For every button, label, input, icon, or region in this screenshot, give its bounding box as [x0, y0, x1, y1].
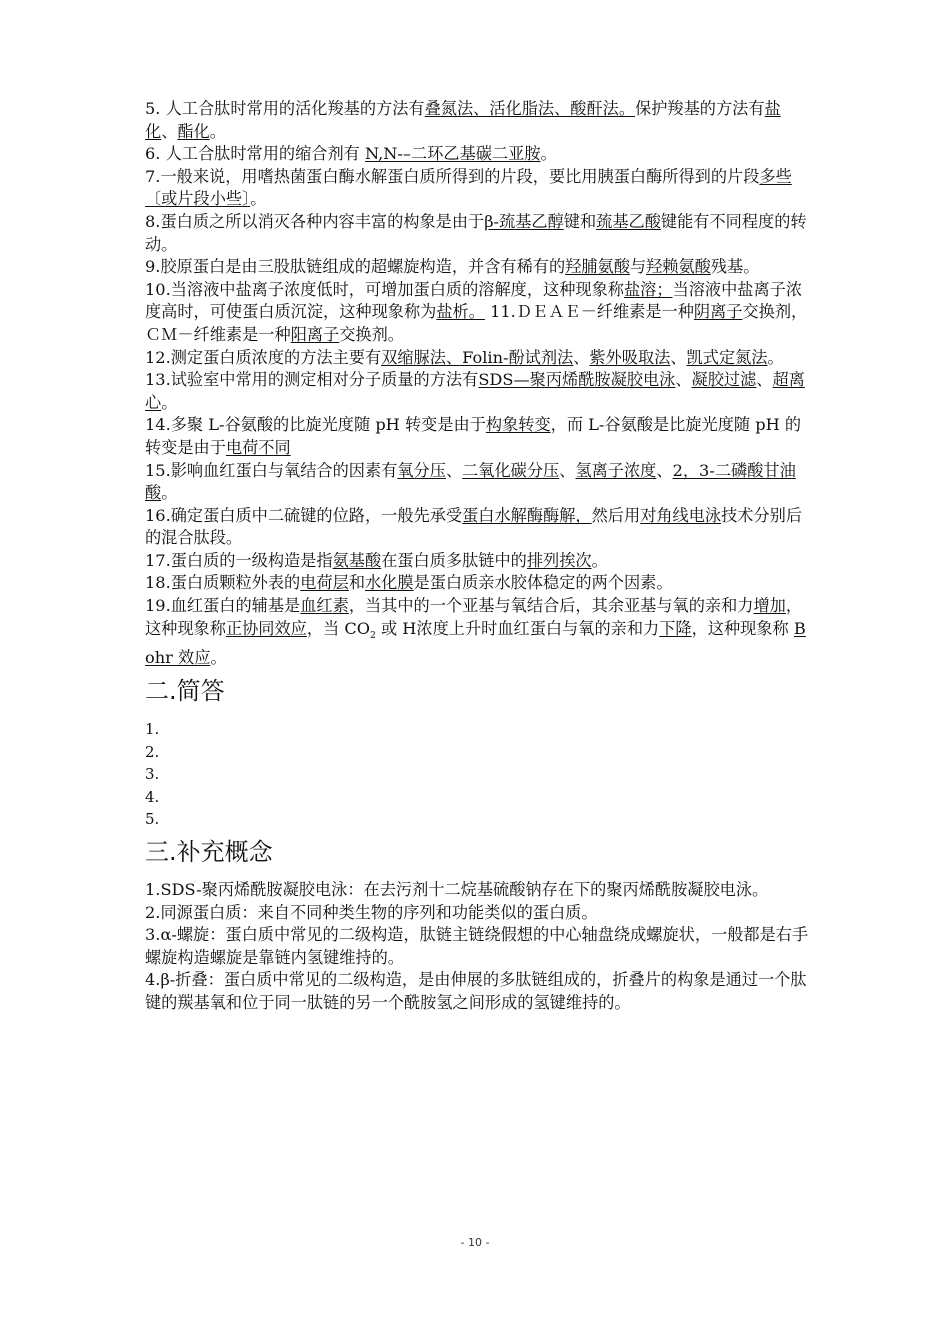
text: 保护羧基的方法有 — [635, 99, 765, 118]
question-9 — [145, 256, 813, 279]
answer: 紫外吸取法 — [589, 347, 671, 367]
text: 交换剂，ＣＭ－纤维素是一种 — [145, 302, 808, 344]
text: 。 — [209, 121, 226, 141]
answer: 羟脯氨酸 — [565, 257, 630, 277]
text: 7.一般来说，用嗜热菌蛋白酶水解蛋白质所得到的片段，要比用胰蛋白酶所得到的片段 — [145, 166, 760, 186]
answer: 凯式定氮法 — [686, 347, 768, 367]
question-6 — [145, 143, 813, 166]
text: 。 — [540, 144, 557, 164]
text: 16.确定蛋白质中二硫键的位路，一般先承受 — [145, 505, 463, 525]
subscript: 2 — [370, 630, 376, 641]
text: 当溶液中盐离子浓度高时，可使蛋白质沉淀，这种现象称为 — [145, 279, 803, 322]
answer: 氧分压 — [397, 460, 446, 480]
text: 与 — [629, 257, 647, 277]
page-number: - 10 - — [460, 1236, 490, 1249]
answer: 正协同效应 — [225, 618, 307, 638]
answer: 阳离子 — [290, 324, 340, 344]
answer: 双缩脲法、Folin-酚试剂法 — [381, 347, 574, 367]
answer: 血红素 — [300, 596, 349, 616]
section-3-heading: 三.补充概念 — [145, 838, 273, 867]
concept-entry: 2.同源蛋白质：来自不同种类生物的序列和功能类似的蛋白质。 — [145, 902, 598, 922]
text: 9.胶原蛋白是由三股肽链组成的超螺旋构造，并含有稀有的 — [145, 257, 566, 277]
list-item: 3. — [145, 765, 160, 784]
answer: Bohr 效应 — [145, 618, 806, 668]
answer: 对角线电泳 — [640, 505, 722, 525]
text: 、 — [161, 121, 178, 141]
question-7 — [145, 166, 813, 211]
answer: 增加 — [753, 596, 786, 616]
answer: 超离心 — [145, 370, 805, 412]
text: 然后用 — [591, 505, 641, 525]
question-14 — [145, 414, 813, 459]
text: 12.测定蛋白质浓度的方法主要有 — [145, 347, 382, 367]
answer: 阴离子 — [693, 302, 743, 322]
answer: 电荷层 — [300, 573, 349, 593]
answer: 酯化 — [177, 121, 210, 141]
text: ，当其中的一个亚基与氧结合后，其余亚基与氧的亲和力 — [348, 596, 754, 616]
answer: 氨基酸 — [332, 550, 382, 570]
concept-entry: 3.α-螺旋：蛋白质中常见的二级构造，肽链主链绕假想的中心轴盘绕成螺旋状，一般都是右手螺旋构造螺旋是靠链内氢键维持的。 — [145, 925, 809, 967]
answer: 巯基乙酸 — [596, 211, 661, 231]
list-item: 2. — [145, 742, 160, 761]
question-15 — [145, 460, 813, 505]
document-body — [145, 98, 813, 1015]
answer: 二氧化碳分压 — [462, 460, 560, 480]
text: 、 — [573, 347, 590, 367]
answer: 排列挨次 — [526, 550, 592, 570]
question-18 — [145, 572, 813, 595]
question-19 — [145, 595, 813, 670]
answer: 构象转变 — [485, 415, 551, 435]
answer: 盐化 — [145, 99, 781, 141]
text: 8.蛋白质之所以消灭各种内容丰富的构象是由于 — [145, 211, 485, 231]
text: 技术分别后的混合肽段。 — [145, 505, 803, 548]
text: 6. 人工合肽时常用的缩合剂有 — [145, 144, 365, 164]
text: 19.血红蛋白的辅基是 — [145, 596, 301, 616]
answer: SDS—聚丙烯酰胺凝胶电泳 — [478, 370, 676, 390]
text: 13.试验室中常用的测定相对分子质量的方法有 — [145, 370, 479, 390]
answer: 叠氮法、活化脂法、酸酐法。 — [424, 99, 636, 118]
answer: 电荷不同 — [225, 437, 291, 457]
text: 10.当溶液中盐离子浓度低时，可增加蛋白质的溶解度，这种现象称 — [145, 279, 624, 299]
concept-entry: 4.β-折叠：蛋白质中常见的二级构造，是由伸展的多肽链组成的，折叠片的构象是通过一个肽键的羰基氧和位于同一肽链的另一个酰胺氢之间形成的氢键维持的。 — [145, 970, 807, 1013]
text: 。 — [161, 392, 178, 412]
answer: N,N-–二环乙基碳二亚胺 — [365, 144, 541, 164]
text: ，这种现象称 — [691, 618, 794, 638]
list-item: 5. — [145, 810, 160, 829]
section-2-list — [145, 718, 813, 831]
text: 键能有不同程度的转动。 — [145, 211, 807, 254]
question-10-11 — [145, 279, 813, 347]
question-12 — [145, 347, 813, 370]
text: 。 — [767, 347, 784, 367]
text: 11.ＤＥＡＥ－纤维素是一种 — [484, 302, 694, 322]
answer: 蛋白水解酶酶解， — [462, 505, 592, 525]
text: ，当 CO — [306, 618, 371, 638]
answer: 羟赖氨酸 — [646, 257, 711, 277]
text: 、 — [675, 370, 692, 390]
section-2-heading: 二.简答 — [145, 677, 225, 706]
text: 14.多聚 L-谷氨酸的比旋光度随 pH 转变是由于 — [145, 415, 486, 435]
text: 、 — [559, 460, 576, 480]
text: 和 — [348, 573, 365, 593]
text: 17.蛋白质的一级构造是指 — [145, 550, 333, 570]
list-item: 4. — [145, 787, 160, 806]
text: 键和 — [563, 211, 597, 231]
question-13 — [145, 369, 813, 414]
question-16 — [145, 505, 813, 550]
text: 5. 人工合肽时常用的活化羧基的方法有 — [145, 99, 425, 118]
text: 。 — [210, 648, 227, 668]
text: 、 — [670, 347, 687, 367]
text: 交换剂。 — [339, 324, 404, 344]
text: 、 — [656, 460, 673, 480]
text: ，这种现象称 — [145, 596, 803, 638]
text: 残基。 — [710, 257, 760, 277]
answer: 水化膜 — [365, 573, 414, 593]
answer: 多些〔或片段小些〕 — [145, 166, 792, 209]
text: 15.影响血红蛋白与氧结合的因素有 — [145, 460, 398, 480]
concept-entry: 1.SDS-聚丙烯酰胺凝胶电泳：在去污剂十二烷基硫酸钠存在下的聚丙烯酰胺凝胶电泳。 — [145, 880, 769, 900]
text: ，而 L-谷氨酸是比旋光度随 pH 的转变是由于 — [145, 415, 802, 457]
answer: 2，3-二磷酸甘油酸 — [145, 460, 796, 503]
list-item: 1. — [145, 720, 160, 739]
question-8 — [145, 211, 813, 256]
text: 在蛋白质多肽链中的 — [381, 550, 527, 570]
text: 。 — [250, 189, 267, 209]
answer: 凝胶过滤 — [691, 370, 757, 390]
answer: 盐析。 — [436, 302, 485, 322]
answer: β-巯基乙醇 — [484, 211, 564, 231]
text: 、 — [756, 370, 773, 390]
text: 是蛋白质亲水胶体稳定的两个因素。 — [413, 573, 673, 593]
answer: 盐溶； — [624, 279, 673, 299]
answer: 下降 — [659, 618, 692, 638]
text: 18.蛋白质颗粒外表的 — [145, 573, 301, 593]
text: 。 — [161, 483, 178, 503]
question-5 — [145, 98, 813, 143]
text: 。 — [591, 550, 608, 570]
text: 、 — [445, 460, 463, 480]
answer: 氢离子浓度 — [575, 460, 657, 480]
question-17 — [145, 550, 813, 573]
text: 或 H浓度上升时血红蛋白与氧的亲和力 — [375, 618, 660, 638]
section-3-list — [145, 879, 813, 1015]
